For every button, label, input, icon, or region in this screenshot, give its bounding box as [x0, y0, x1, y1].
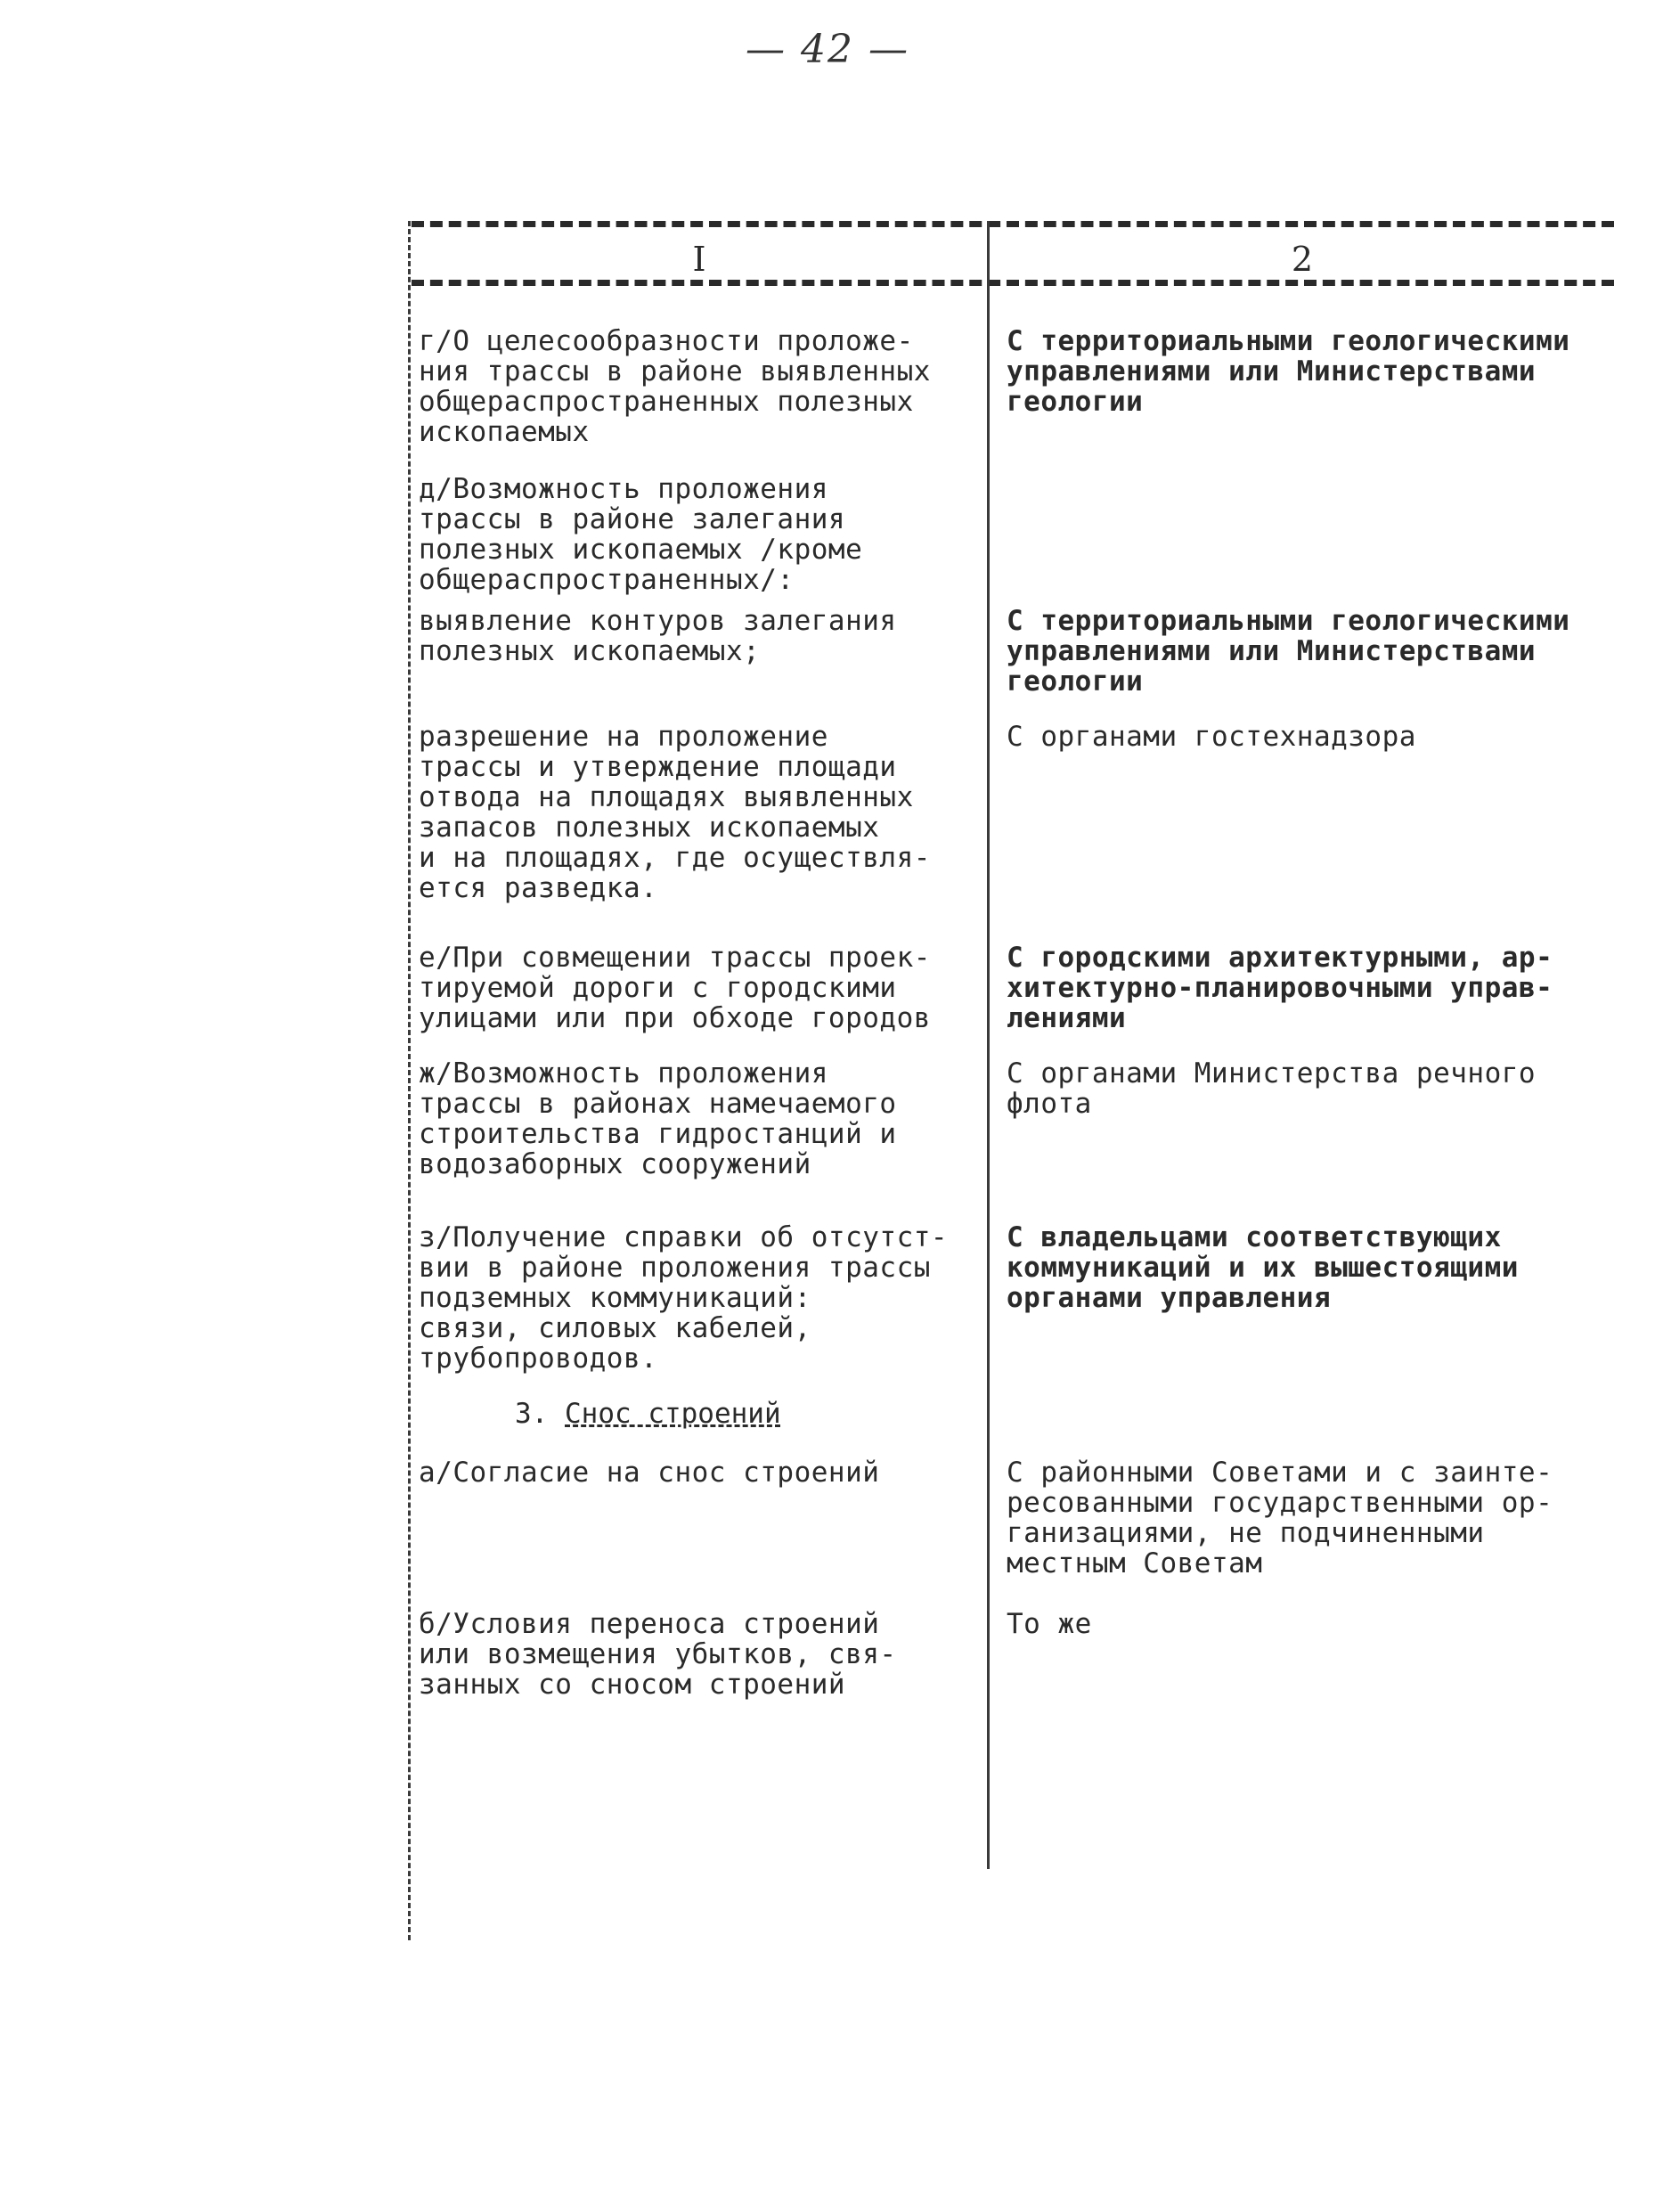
table-row-g-col1: г/О целесообразности проложе- ния трассы в районе выявленных общераспространенных полезных ископаемых	[419, 325, 931, 448]
column-header-1: I	[692, 240, 706, 279]
table-row-z-col2: С владельцами соответствующих коммуникаций и их вышестоящими органами управления	[1007, 1221, 1519, 1314]
table-row-e-col1: е/При совмещении трассы проек- тируемой дороги с городскими улицами или при обходе городов	[419, 942, 931, 1034]
table-row-relocation-col2: То же	[1007, 1608, 1092, 1640]
table-row-contours-col1: выявление контуров залегания полезных ископаемых;	[419, 605, 897, 667]
table-left-border	[408, 221, 411, 1940]
table-top-rule	[412, 221, 1614, 227]
column-header-2: 2	[1291, 240, 1314, 279]
table-row-demolition-consent-col1: а/Согласие на снос строений	[419, 1457, 880, 1489]
table-row-zh-col2: С органами Министерства речного флота	[1007, 1057, 1537, 1120]
table-row-contours-col2: С территориальными геологическими управлениями или Министерствами геологии	[1007, 605, 1570, 698]
section-number: 3.	[515, 1398, 549, 1430]
table-row-zh-col1: ж/Возможность проложения трассы в районах намечаемого строительства гидростанций и водозаборных сооружений	[419, 1057, 897, 1180]
table-row-permit-col2: С органами гостехнадзора	[1007, 721, 1416, 753]
table-row-relocation-col1: б/Условия переноса строений или возмещения убытков, свя- занных со сносом строений	[419, 1608, 897, 1701]
page-number: — 42 —	[746, 27, 909, 72]
table-row-demolition-consent-col2: С районными Советами и с заинте- ресованными государственными ор- ганизациями, не подчиненными местным Советам	[1007, 1457, 1553, 1579]
table-row-d-col1: д/Возможность проложения трассы в районе залегания полезных ископаемых /кроме общераспространенных/:	[419, 473, 863, 596]
table-row-z-col1: з/Получение справки об отсутст- вии в районе проложения трассы подземных коммуникаций: связи, силовых кабелей, трубопроводов.	[419, 1221, 949, 1375]
table-row-permit-col1: разрешение на проложение трассы и утверждение площади отвода на площадях выявленных запасов полезных ископаемых и на площадях, где осуществля- ется разведка.	[419, 721, 931, 904]
table-row-e-col2: С городскими архитектурными, ар- хитектурно-планировочными управ- лениями	[1007, 942, 1553, 1034]
table-row-g-col2: С территориальными геологическими управлениями или Министерствами геологии	[1007, 325, 1570, 418]
section-title: Снос строений	[565, 1398, 781, 1430]
table-column-divider	[987, 221, 990, 1869]
section-heading	[515, 1399, 781, 1429]
